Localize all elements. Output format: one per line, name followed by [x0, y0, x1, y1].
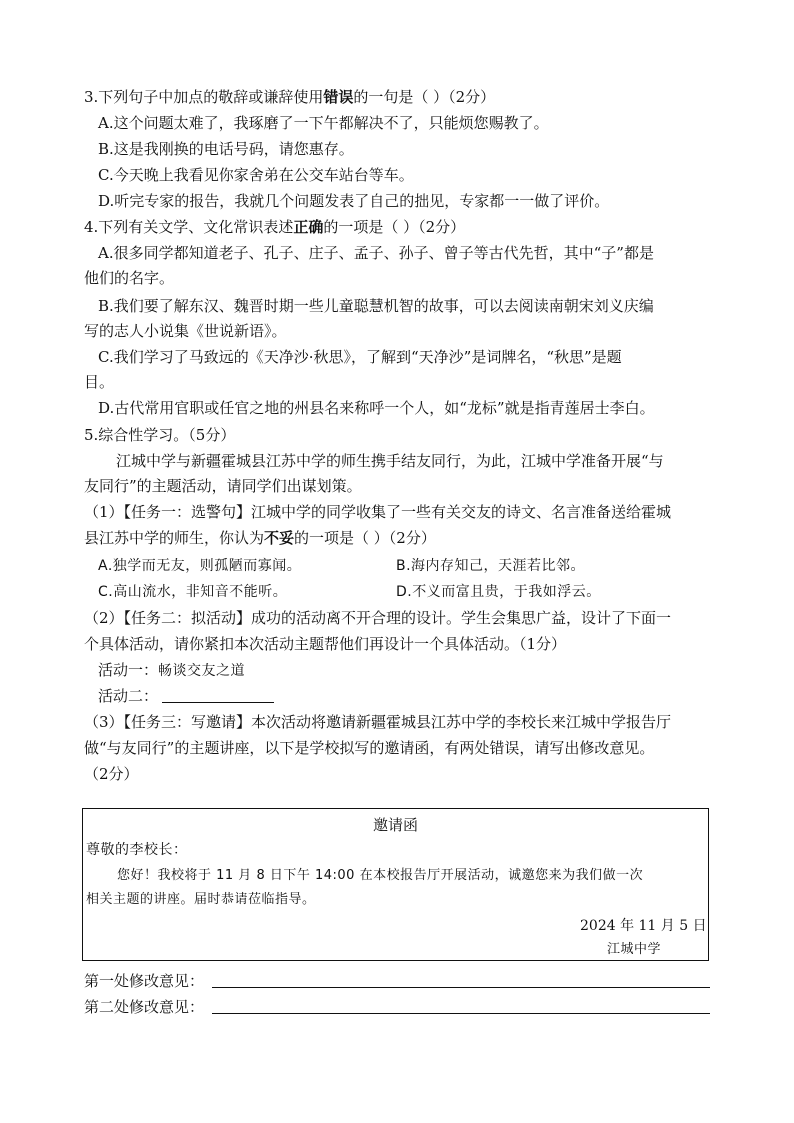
task3-line1: （3）【任务三：写邀请】本次活动将邀请新疆霍城县江苏中学的李校长来江城中学报告厅 [84, 713, 672, 731]
q3-option-b: B.这是我刚换的电话号码，请您惠存。 [98, 140, 354, 158]
q5-stem: 5.综合性学习。（5分） [84, 426, 236, 444]
task1-line1: （1）【任务一：选警句】江城中学的同学收集了一些有关交友的诗文、名言准备送给霍城 [84, 503, 672, 521]
task1-option-d: D.不义而富且贵，于我如浮云。 [396, 584, 601, 600]
task1-option-b: B.海内存知己，天涯若比邻。 [396, 558, 586, 574]
letter-title: 邀请函 [372, 816, 418, 834]
task2-line2: 个具体活动，请你紧扣本次活动主题帮他们再设计一个具体活动。（1分） [84, 635, 567, 653]
activity-two: 活动二： [98, 687, 159, 705]
letter-salutation: 尊敬的李校长： [86, 842, 188, 858]
q3-option-d: D.听完专家的报告，我就几个问题发表了自己的拙见，专家都一一做了评价。 [98, 192, 610, 210]
q4-option-a-line2: 他们的名字。 [84, 269, 175, 287]
task1-option-a: A.独学而无友，则孤陋而寡闻。 [98, 558, 302, 574]
task2-line1: （2）【任务二：拟活动】成功的活动离不开合理的设计。学生会集思广益，设计了下面一 [84, 609, 672, 627]
second-revision-label: 第二处修改意见： [84, 998, 205, 1016]
activity-two-answer-blank[interactable] [162, 702, 274, 703]
q4-option-a-line1: A.很多同学都知道老子、孔子、庄子、孟子、孙子、曾子等古代先哲，其中“子”都是 [98, 244, 654, 262]
activity-one: 活动一：畅谈交友之道 [98, 661, 246, 679]
q4-option-d: D.古代常用官职或任官之地的州县名来称呼一个人，如“龙标”就是指青莲居士李白。 [98, 399, 655, 417]
letter-body-line2: 相关主题的讲座。届时恭请莅临指导。 [86, 892, 316, 907]
q4-option-c-line2: 目。 [84, 373, 115, 391]
q3-option-c: C.今天晚上我看见你家舍弟在公交车站台等车。 [98, 166, 414, 184]
invitation-letter-box [82, 808, 709, 961]
q4-option-c-line1: C.我们学习了马致远的《天净沙·秋思》，了解到“天净沙”是词牌名，“秋思”是题 [98, 348, 622, 366]
q4-option-b-line1: B.我们要了解东汉、魏晋时期一些儿童聪慧机智的故事，可以去阅读南朝宋刘义庆编 [98, 297, 654, 315]
q4-option-b-line2: 写的志人小说集《世说新语》。 [84, 322, 287, 340]
first-revision-answer-line[interactable] [212, 987, 710, 988]
letter-signature: 江城中学 [607, 942, 662, 957]
task1-option-c: C.高山流水，非知音不能听。 [98, 584, 288, 600]
first-revision-label: 第一处修改意见： [84, 972, 205, 990]
q5-intro-line2: 友同行”的主题活动，请同学们出谋划策。 [84, 477, 362, 495]
q5-intro-line1: 江城中学与新疆霍城县江苏中学的师生携手结友同行，为此，江城中学准备开展“与 [116, 452, 664, 470]
q3-stem: 3.下列句子中加点的敬辞或谦辞使用错误的一句是（ ）（2分） [84, 88, 496, 106]
second-revision-answer-line[interactable] [212, 1013, 710, 1014]
q4-stem: 4.下列有关文学、文化常识表述正确的一项是（ ）（2分） [84, 218, 466, 236]
letter-body-line1: 您好！我校将于 11 月 8 日下午 14:00 在本校报告厅开展活动，诚邀您来为我们做一次 [117, 868, 644, 883]
task1-line2: 县江苏中学的师生，你认为不妥的一项是（ ）（2分） [84, 529, 436, 547]
letter-date: 2024 年 11 月 5 日 [580, 918, 707, 934]
task3-line3: （2分） [84, 765, 139, 783]
q3-option-a: A.这个问题太难了，我琢磨了一下午都解决不了，只能烦您赐教了。 [98, 114, 549, 132]
task3-line2: 做“与友同行”的主题讲座，以下是学校拟写的邀请函，有两处错误，请写出修改意见。 [84, 739, 655, 757]
